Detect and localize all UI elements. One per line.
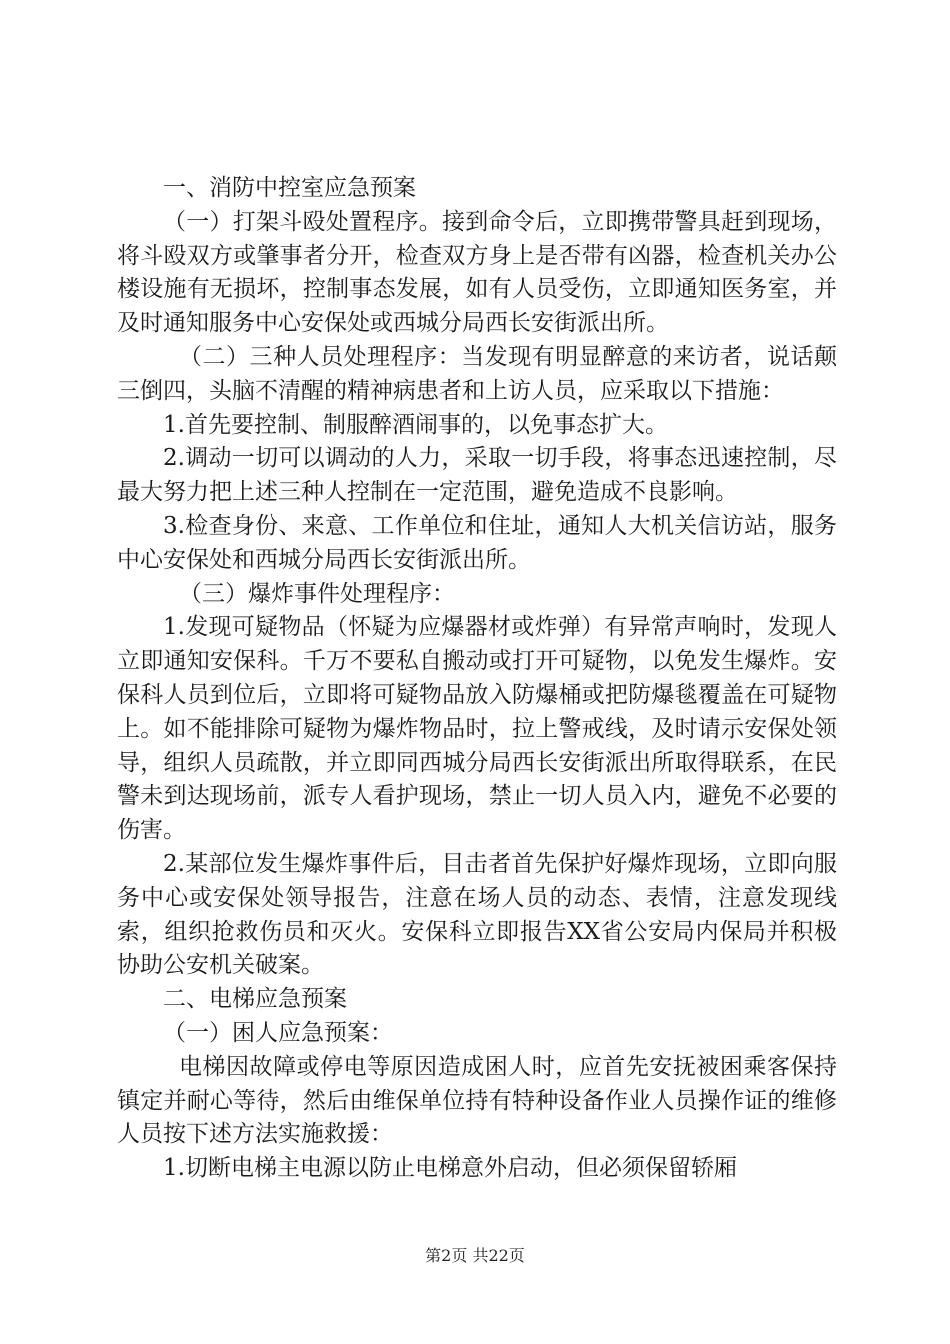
subheading-trapped-persons: （一）困人应急预案：: [163, 1019, 393, 1046]
section-heading-elevator: 二、电梯应急预案: [163, 986, 347, 1013]
document-body: [117, 172, 837, 1186]
subheading-explosion-procedure: （三）爆炸事件处理程序：: [179, 580, 455, 607]
list-item-after-explosion: 2.某部位发生爆炸事件后，目击者首先保护好爆炸现场，立即向服务中心或安保处领导报告，注意在场人员的动态、表情，注意发现线索，组织抢救伤员和灭火。安保科立即报告XX省公安局内保局并积极协助公安机关破案。: [117, 850, 837, 979]
paragraph-fight-procedure: （一）打架斗殴处置程序。接到命令后，立即携带警具赶到现场，将斗殴双方或肇事者分开，检查双方身上是否带有凶器，检查机关办公楼设施有无损坏，控制事态发展，如有人员受伤，立即通知医务室，并及时通知服务中心安保处或西城分局西长安街派出所。: [117, 208, 837, 337]
list-item-control-drunk: 1.首先要控制、制服醉酒闹事的，以免事态扩大。: [163, 411, 668, 438]
list-item-suspicious-object: 1.发现可疑物品（怀疑为应爆器材或炸弹）有异常声响时，发现人立即通知安保科。千万不要私自搬动或打开可疑物，以免发生爆炸。安保科人员到位后，立即将可疑物品放入防爆桶或把防爆毯覆盖在可疑物上。如不能排除可疑物为爆炸物品时，拉上警戒线，及时请示安保处领导，组织人员疏散，并立即同西城分局西长安街派出所取得联系，在民警未到达现场前，派专人看护现场，禁止一切人员入内，避免不必要的伤害。: [117, 614, 837, 844]
paragraph-elevator-rescue: 电梯因故障或停电等原因造成困人时，应首先安抚被困乘客保持镇定并耐心等待，然后由维保单位持有特种设备作业人员操作证的维修人员按下述方法实施救援：: [117, 1053, 837, 1148]
list-item-check-identity: 3.检查身份、来意、工作单位和住址，通知人大机关信访站，服务中心安保处和西城分局西长安街派出所。: [117, 512, 837, 573]
section-heading-fire-control: 一、消防中控室应急预案: [163, 175, 416, 201]
list-item-cut-power: 1.切断电梯主电源以防止电梯意外启动，但必须保留轿厢: [163, 1155, 737, 1182]
page-footer: 第2页 共22页: [425, 1246, 525, 1265]
paragraph-three-persons-procedure: （二）三种人员处理程序：当发现有明显醉意的来访者，说话颠三倒四，头脑不清醒的精神病患者和上访人员，应采取以下措施：: [117, 343, 837, 404]
list-item-mobilize-manpower: 2.调动一切可以调动的人力，采取一切手段，将事态迅速控制，尽最大努力把上述三种人控制在一定范围，避免造成不良影响。: [117, 445, 837, 506]
